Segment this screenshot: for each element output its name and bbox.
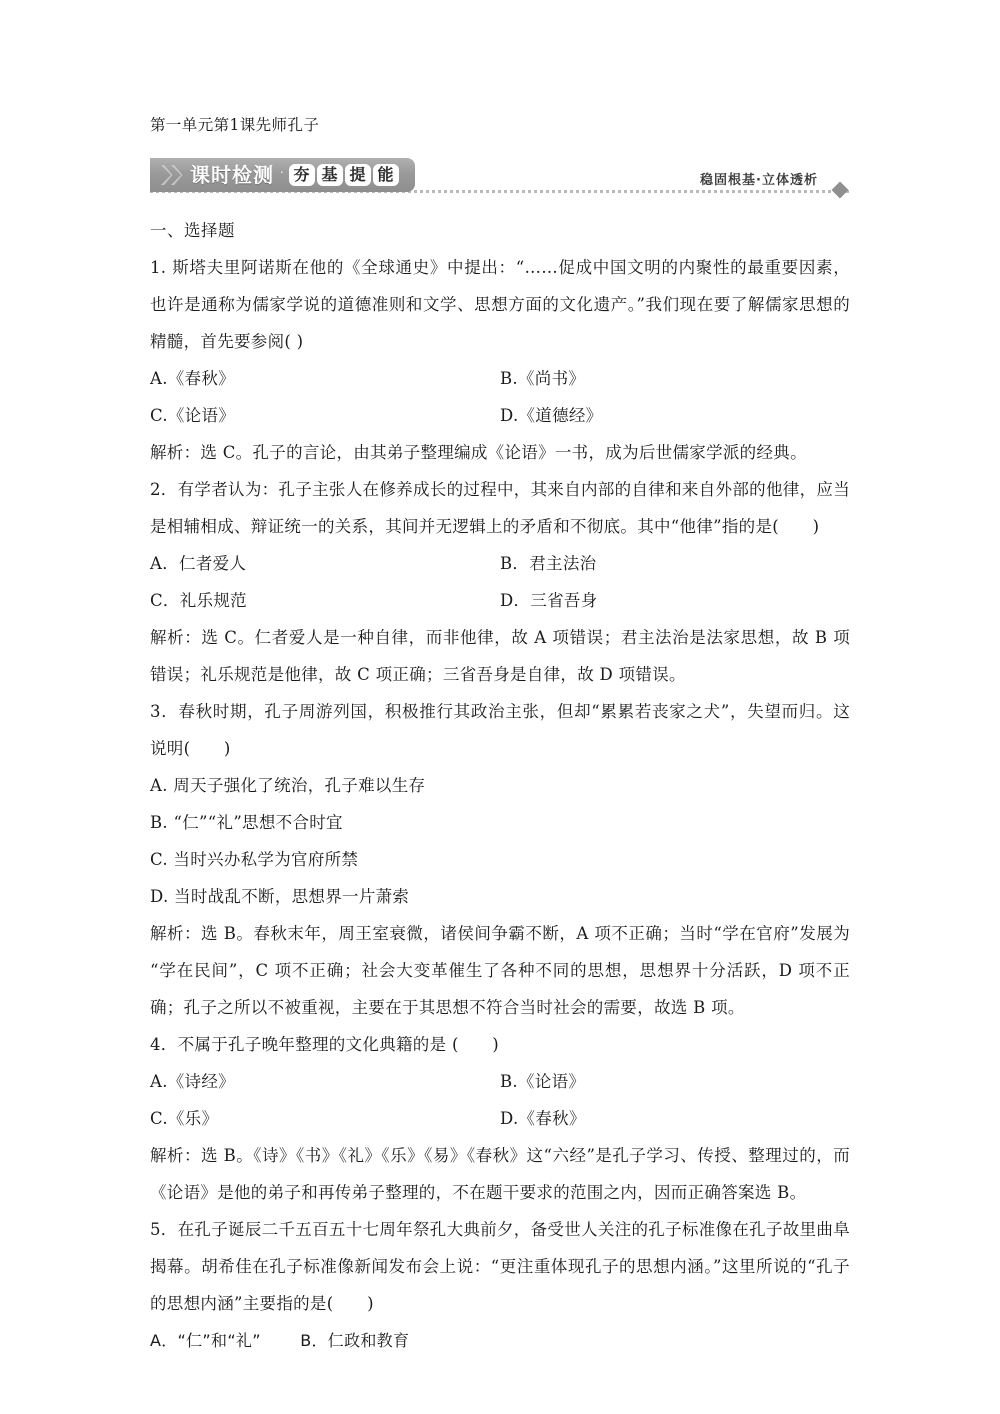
option-a[interactable]: A．仁者爱人 [150, 554, 247, 573]
question-stem: 4．不属于孔子晚年整理的文化典籍的是 ( ) [150, 1035, 500, 1054]
question-block [150, 693, 850, 1026]
banner-title: 课时检测 [190, 163, 274, 187]
chevron-right-icon [170, 164, 183, 186]
option-c[interactable]: C.《乐》 [150, 1109, 219, 1128]
question-block [150, 249, 850, 471]
option-b[interactable]: B.《尚书》 [500, 369, 586, 388]
section-banner [150, 158, 850, 198]
option-a[interactable]: A.《春秋》 [150, 369, 235, 388]
breadcrumb: 第一单元第1课先师孔子 [150, 116, 320, 134]
option-row [150, 397, 850, 434]
banner-separator: · [280, 165, 284, 179]
banner-subtitle: 稳固根基·立体透析 [694, 169, 824, 188]
option-row [150, 1063, 850, 1100]
option-row [150, 582, 850, 619]
option-c[interactable]: C. 当时兴办私学为官府所禁 [150, 850, 359, 869]
question-analysis: 解析：选 B。《诗》《书》《礼》《乐》《易》《春秋》这“六经”是孔子学习、传授、整理过的，而《论语》是他的弟子和再传弟子整理的，不在题干要求的范围之内，因而正确答案选 B。 [150, 1146, 850, 1202]
banner-chip: 基 [317, 164, 343, 186]
question-analysis: 解析：选 C。仁者爱人是一种自律，而非他律，故 A 项错误；君主法治是法家思想，故 B 项错误；礼乐规范是他律，故 C 项正确；三省吾身是自律，故 D 项错误。 [150, 628, 850, 684]
page-content [150, 112, 850, 1359]
option-a[interactable]: A.《诗经》 [150, 1072, 235, 1091]
question-analysis: 解析：选 C。孔子的言论，由其弟子整理编成《论语》一书，成为后世儒家学派的经典。 [150, 443, 807, 462]
section-label: 一、选择题 [150, 221, 235, 240]
option-b[interactable]: B．仁政和教育 [300, 1331, 410, 1350]
option-a[interactable]: A．“仁”和“礼” [150, 1331, 261, 1350]
option-d[interactable]: D. 当时战乱不断，思想界一片萧索 [150, 887, 410, 906]
banner-chip: 能 [373, 164, 399, 186]
question-block [150, 1211, 850, 1359]
banner-chip: 夯 [289, 164, 315, 186]
double-chevron-icon [160, 164, 180, 186]
option-d[interactable]: D.《春秋》 [500, 1109, 586, 1128]
question-stem: 3．春秋时期，孔子周游列国，积极推行其政治主张，但却“累累若丧家之犬”，失望而归。这说明( ) [150, 702, 850, 758]
option-b[interactable]: B. “仁”“礼”思想不合时宜 [150, 813, 343, 832]
banner-tag [150, 158, 415, 192]
question-stem: 2．有学者认为：孔子主张人在修养成长的过程中，其来自内部的自律和来自外部的他律，应当是相辅相成、辩证统一的关系，其间并无逻辑上的矛盾和不彻底。其中“他律”指的是( ) [150, 480, 850, 536]
option-c[interactable]: C.《论语》 [150, 406, 236, 425]
question-stem: 5．在孔子诞辰二千五百五十七周年祭孔大典前夕，备受世人关注的孔子标准像在孔子故里曲阜揭幕。胡希佳在孔子标准像新闻发布会上说：“更注重体现孔子的思想内涵。”这里所说的“孔子的思想内涵”主要指的是( ) [150, 1220, 850, 1313]
option-row [150, 545, 850, 582]
question-block [150, 471, 850, 693]
question-block [150, 1026, 850, 1211]
option-c[interactable]: C．礼乐规范 [150, 591, 247, 610]
banner-chip: 提 [345, 164, 371, 186]
question-stem: 1. 斯塔夫里阿诺斯在他的《全球通史》中提出：“……促成中国文明的内聚性的最重要因素，也许是通称为儒家学说的道德准则和文学、思想方面的文化遗产。”我们现在要了解儒家思想的精髓，首先要参阅( ) [150, 258, 850, 351]
option-d[interactable]: D.《道德经》 [500, 406, 603, 425]
option-d[interactable]: D．三省吾身 [500, 591, 598, 610]
diamond-icon [832, 182, 849, 199]
question-analysis: 解析：选 B。春秋末年，周王室衰微，诸侯间争霸不断，A 项不正确；当时“学在官府”发展为“学在民间”，C 项不正确；社会大变革催生了各种不同的思想，思想界十分活跃，D 项不正确；孔子之所以不被重视，主要在于其思想不符合当时社会的需要，故选 B 项。 [150, 924, 850, 1017]
option-b[interactable]: B．君主法治 [500, 554, 597, 573]
option-row [150, 360, 850, 397]
option-b[interactable]: B.《论语》 [500, 1072, 586, 1091]
option-a[interactable]: A. 周天子强化了统治，孔子难以生存 [150, 776, 426, 795]
option-row [150, 1322, 850, 1359]
option-row [150, 1100, 850, 1137]
banner-chip-group [289, 164, 401, 186]
